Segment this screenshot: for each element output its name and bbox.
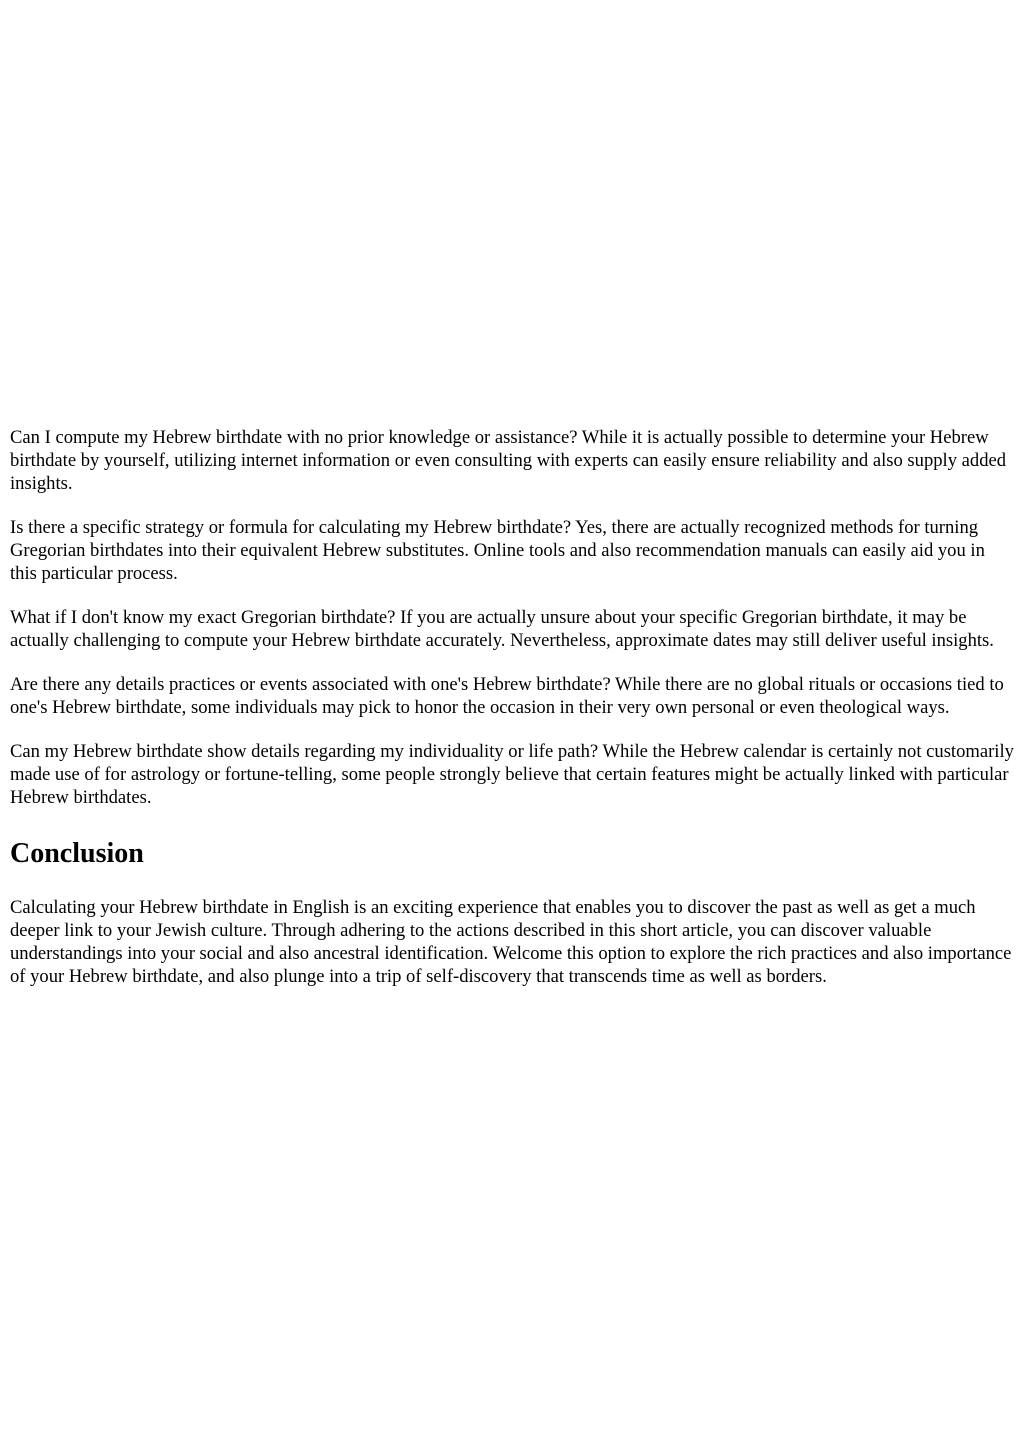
faq-paragraph-4: Are there any details practices or events associated with one's Hebrew birthdate? While there are no global rituals or occasions tied to one's Hebrew birthdate, some individuals may pick to honor the occasion in their very own personal or even theological ways. — [10, 674, 1004, 718]
article-body — [10, 426, 1014, 1009]
conclusion-paragraph: Calculating your Hebrew birthdate in English is an exciting experience that enables you to discover the past as well as get a much deeper link to your Jewish culture. Through adhering to the actions described in this short article, you can discover valuable understandings into your social and also ancestral identification. Welcome this option to explore the rich practices and also importance of your Hebrew birthdate, and also plunge into a trip of self-discovery that transcends time as well as borders. — [10, 897, 1012, 987]
conclusion-heading: Conclusion — [10, 838, 144, 869]
faq-paragraph-1: Can I compute my Hebrew birthdate with no prior knowledge or assistance? While it is actually possible to determine your Hebrew birthdate by yourself, utilizing internet information or even consulting with experts can easily ensure reliability and also supply added insights. — [10, 427, 1007, 494]
faq-paragraph-5: Can my Hebrew birthdate show details regarding my individuality or life path? While the Hebrew calendar is certainly not customarily made use of for astrology or fortune-telling, some people strongly believe that certain features might be actually linked with particular Hebrew birthdates. — [10, 741, 1014, 808]
faq-paragraph-2: Is there a specific strategy or formula for calculating my Hebrew birthdate? Yes, there are actually recognized methods for turning Gregorian birthdates into their equivalent Hebrew substitutes. Online tools and also recommendation manuals can easily aid you in this particular process. — [10, 517, 985, 584]
faq-paragraph-3: What if I don't know my exact Gregorian birthdate? If you are actually unsure about your specific Gregorian birthdate, it may be actually challenging to compute your Hebrew birthdate accurately. Nevertheless, approximate dates may still deliver useful insights. — [10, 607, 994, 651]
